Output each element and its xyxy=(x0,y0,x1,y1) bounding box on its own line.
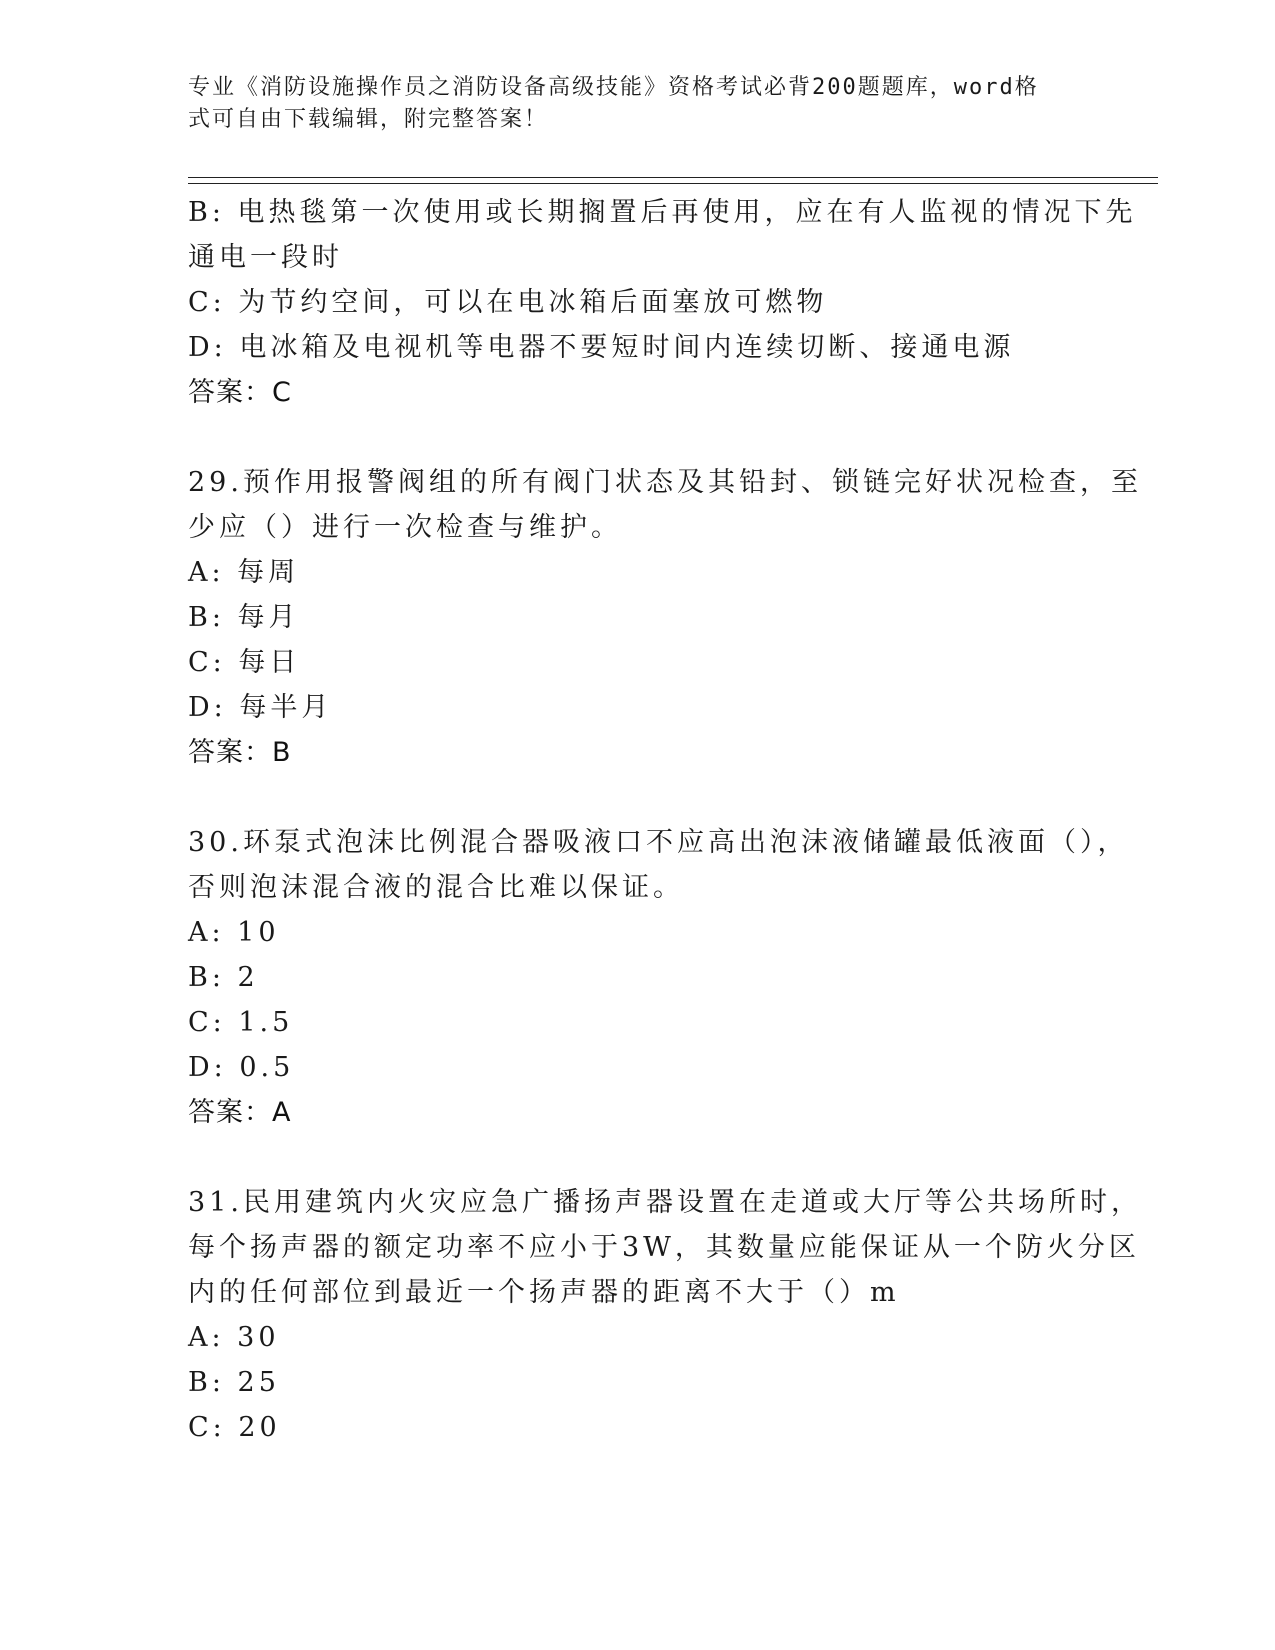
header-line-1: 专业《消防设施操作员之消防设备高级技能》资格考试必背200题题库，word格 xyxy=(188,75,1039,100)
question-29-stem-line-2: 少应（）进行一次检查与维护。 xyxy=(188,512,622,543)
question-30-answer: 答案：A xyxy=(188,1097,292,1128)
header-rule-top xyxy=(188,177,1158,178)
question-31-stem-line-3: 内的任何部位到最近一个扬声器的距离不大于（）m xyxy=(188,1277,900,1308)
answer-label: 答案：C xyxy=(188,377,292,408)
question-29-option-c: C: 每日 xyxy=(188,647,301,678)
question-29-answer: 答案：B xyxy=(188,737,292,768)
question-29-option-b: B: 每月 xyxy=(188,602,300,633)
question-31-option-a: A: 30 xyxy=(188,1322,280,1353)
question-31-option-c: C: 20 xyxy=(188,1412,281,1443)
question-29-option-a: A: 每周 xyxy=(188,557,300,588)
spacer xyxy=(188,775,1088,820)
question-31-stem-line-2: 每个扬声器的额定功率不应小于3W，其数量应能保证从一个防火分区 xyxy=(188,1232,1140,1263)
question-29-block xyxy=(188,460,1142,775)
question-30-option-c: C: 1.5 xyxy=(188,1007,294,1038)
question-30-option-b: B: 2 xyxy=(188,962,259,993)
question-29-option-d: D: 每半月 xyxy=(188,692,333,723)
question-30-option-d: D: 0.5 xyxy=(188,1052,295,1083)
question-29-stem-line-1: 29.预作用报警阀组的所有阀门状态及其铅封、锁链完好状况检查，至 xyxy=(188,467,1142,498)
header-line-2: 式可自由下载编辑，附完整答案！ xyxy=(188,107,549,132)
spacer xyxy=(188,1135,1088,1180)
question-30-block xyxy=(188,820,1129,1135)
option-b-line-2: 通电一段时 xyxy=(188,242,343,273)
option-c: C: 为节约空间，可以在电冰箱后面塞放可燃物 xyxy=(188,287,828,318)
previous-question-block xyxy=(188,190,1137,415)
question-31-block xyxy=(188,1180,1142,1450)
question-30-stem-line-2: 否则泡沫混合液的混合比难以保证。 xyxy=(188,872,684,903)
option-d: D: 电冰箱及电视机等电器不要短时间内连续切断、接通电源 xyxy=(188,332,1015,363)
question-31-stem-line-1: 31.民用建筑内火灾应急广播扬声器设置在走道或大厅等公共场所时， xyxy=(188,1187,1142,1218)
question-30-option-a: A: 10 xyxy=(188,917,280,948)
spacer xyxy=(188,415,1088,460)
option-b-line-1: B: 电热毯第一次使用或长期搁置后再使用，应在有人监视的情况下先 xyxy=(188,197,1137,228)
document-header xyxy=(188,72,1068,136)
question-31-option-b: B: 25 xyxy=(188,1367,280,1398)
question-list xyxy=(188,190,1142,1450)
question-30-stem-line-1: 30.环泵式泡沫比例混合器吸液口不应高出泡沫液储罐最低液面（）， xyxy=(188,827,1129,858)
header-rule-bottom xyxy=(188,183,1158,184)
